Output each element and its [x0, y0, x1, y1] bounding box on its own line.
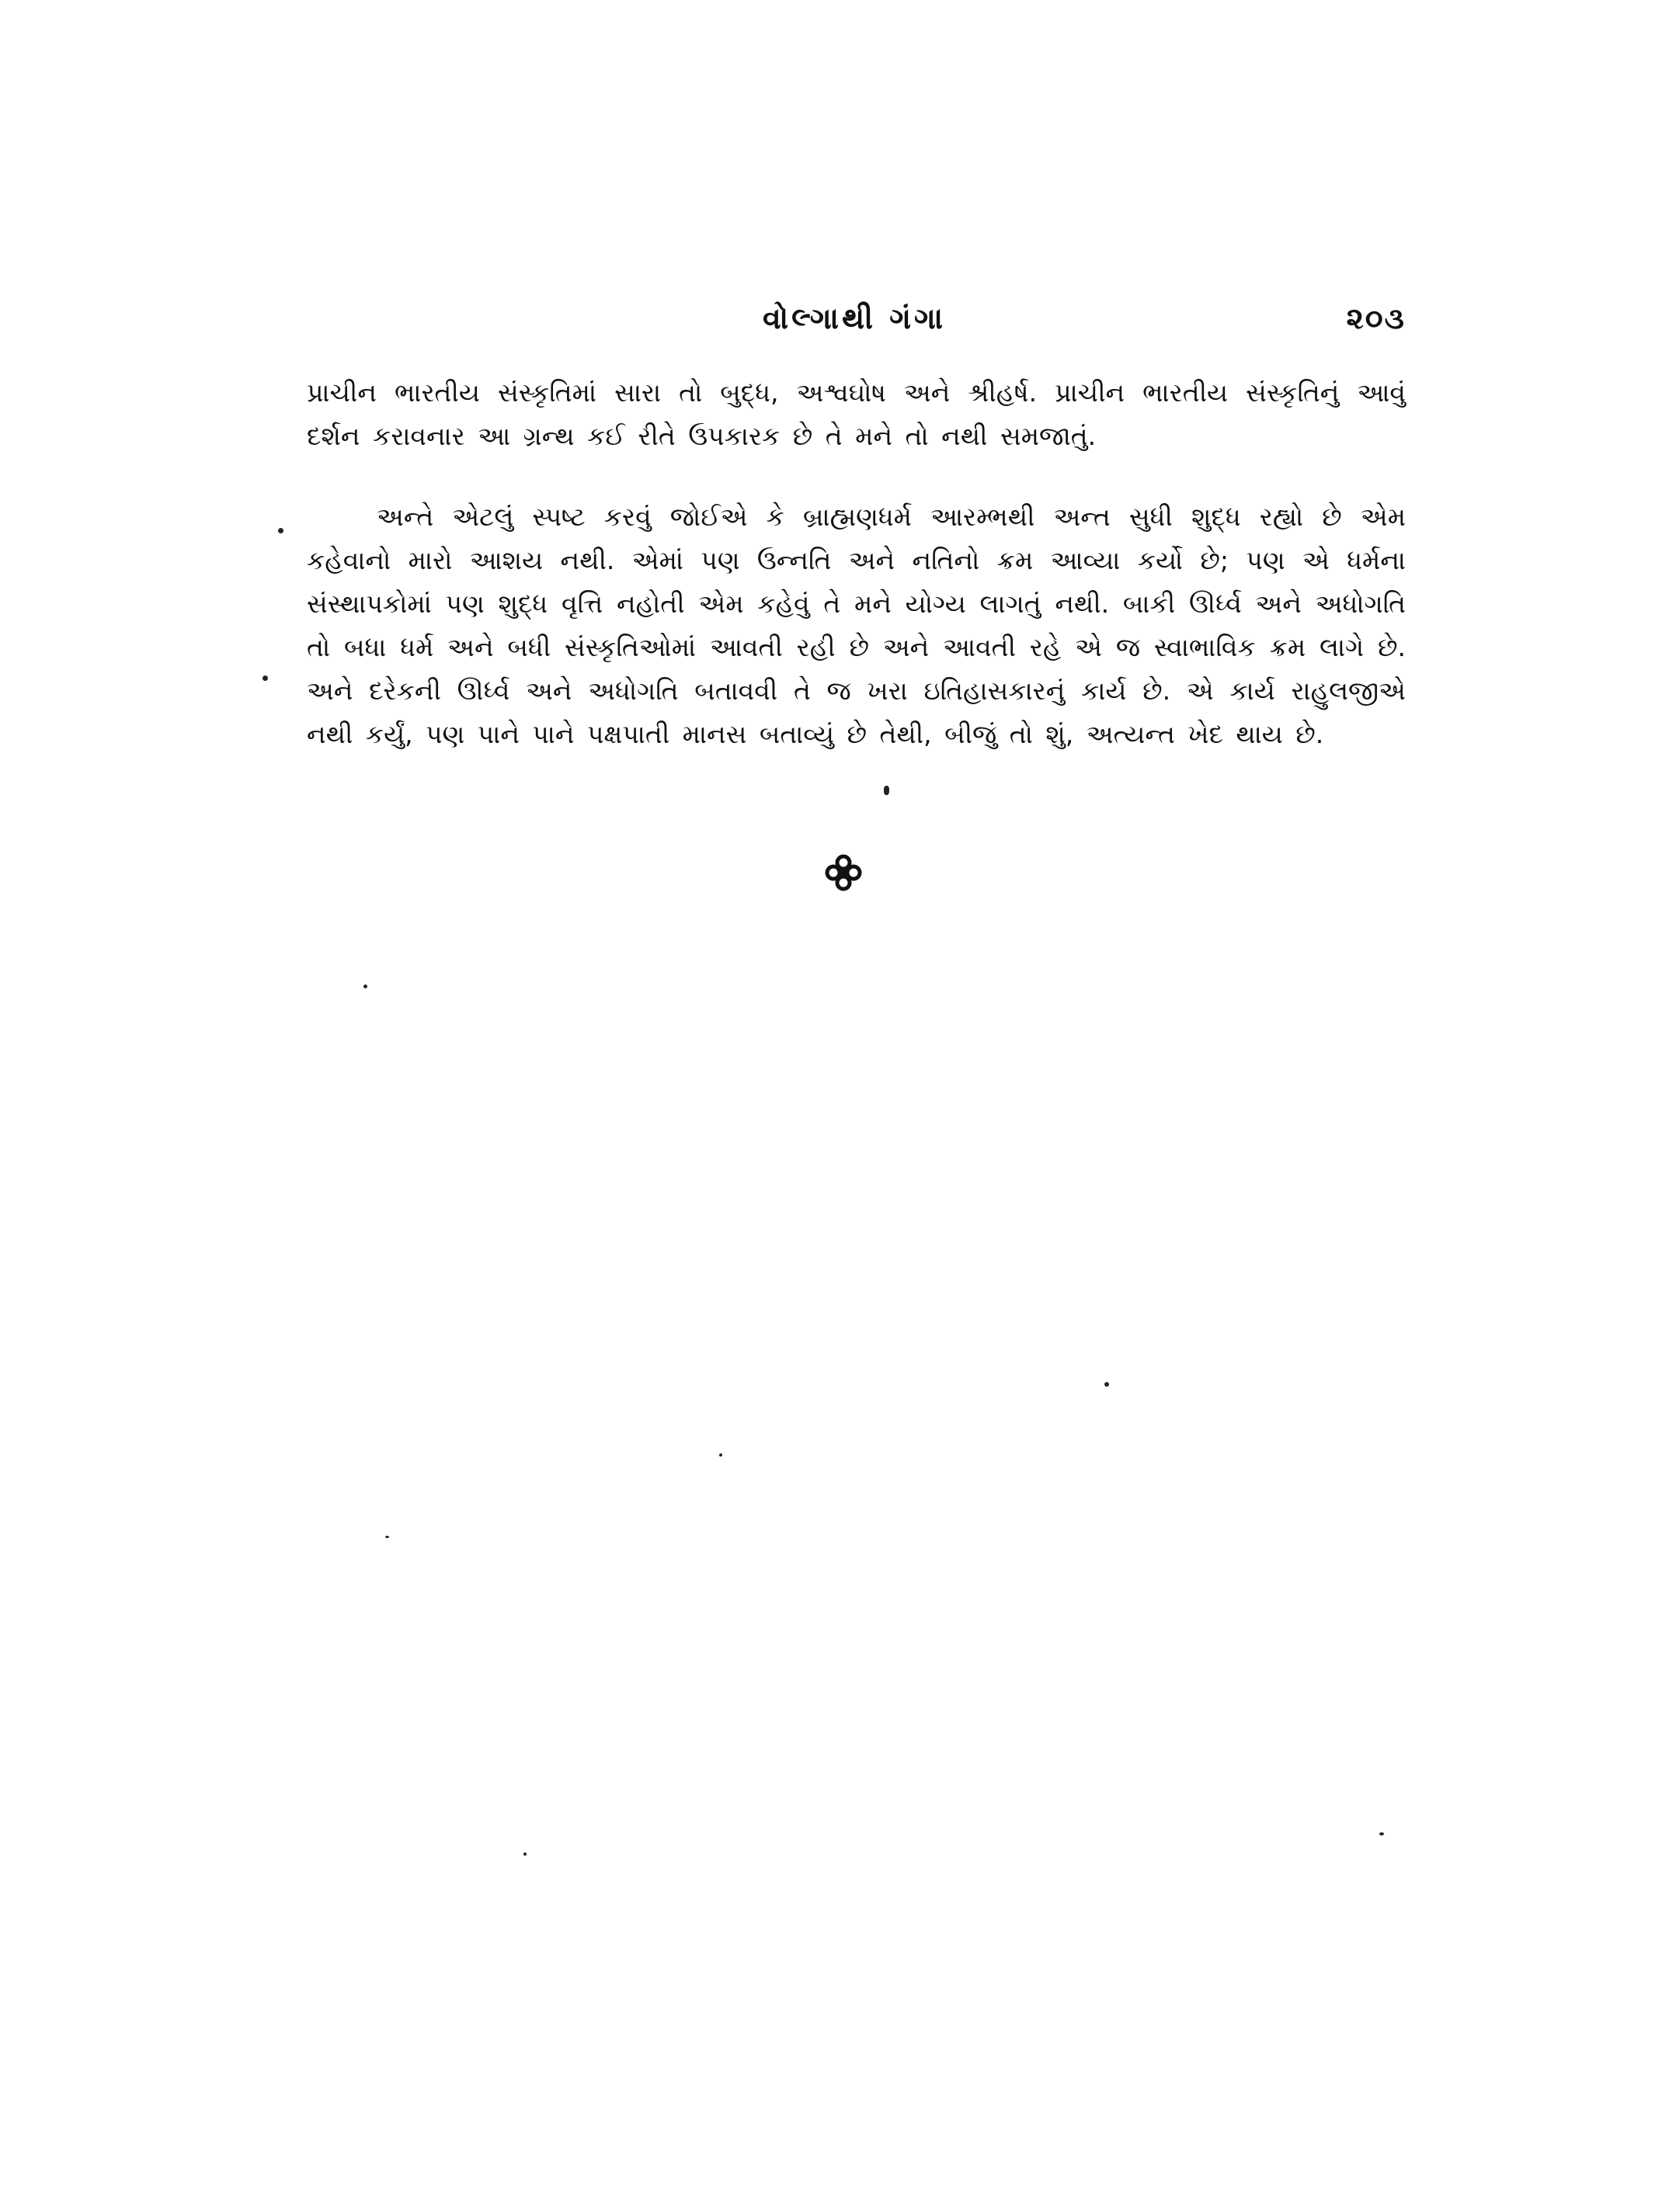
running-header	[303, 301, 1406, 348]
scan-speck	[523, 1853, 527, 1856]
scan-speck	[278, 528, 283, 533]
scan-speck	[363, 984, 367, 988]
scan-speck	[884, 786, 889, 795]
paragraph-1: પ્રાચીન ભારતીય સંસ્કૃતિમાં સારા તો બુદ્ધ, અશ્વઘોષ અને શ્રીહર્ષ. પ્રાચીન ભારતીય સંસ્કૃતિનું આવું દર્શન કરાવનાર આ ગ્રન્થ કઈ રીતે ઉપકારક છે તે મને તો નથી સમજાતું.	[307, 377, 1406, 451]
scan-speck	[1104, 1382, 1109, 1387]
quatrefoil-ornament-icon	[823, 853, 864, 893]
body-text	[307, 371, 1406, 756]
running-title: વોલ્ગાથી ગંગા	[762, 301, 947, 335]
scan-speck	[719, 1453, 722, 1457]
page-number: ૨૦૩	[1346, 301, 1406, 335]
scan-speck	[263, 675, 268, 681]
scan-speck	[385, 1536, 389, 1538]
paragraph-2: અન્તે એટલું સ્પષ્ટ કરવું જોઈએ કે બ્રાહ્મણધર્મ આરમ્ભથી અન્ત સુધી શુદ્ધ રહ્યો છે એમ કહેવાનો મારો આશય નથી. એમાં પણ ઉન્નતિ અને નતિનો ક્રમ આવ્યા કર્યો છે; પણ એ ધર્મના સંસ્થાપકોમાં પણ શુદ્ધ વૃત્તિ નહોતી એમ કહેવું તે મને યોગ્ય લાગતું નથી. બાકી ઊર્ધ્વ અને અધોગતિ તો બધા ધર્મ અને બધી સંસ્કૃતિઓમાં આવતી રહી છે અને આવતી રહે એ જ સ્વાભાવિક ક્રમ લાગે છે. અને દરેકની ઊર્ધ્વ અને અધોગતિ બતાવવી તે જ ખરા ઇતિહાસકારનું કાર્ય છે. એ કાર્ય રાહુલજીએ નથી કર્યું, પણ પાને પાને પક્ષપાતી માનસ બતાવ્યું છે તેથી, બીજું તો શું, અત્યન્ત ખેદ થાય છે.	[307, 502, 1406, 749]
scan-speck	[1379, 1832, 1384, 1835]
